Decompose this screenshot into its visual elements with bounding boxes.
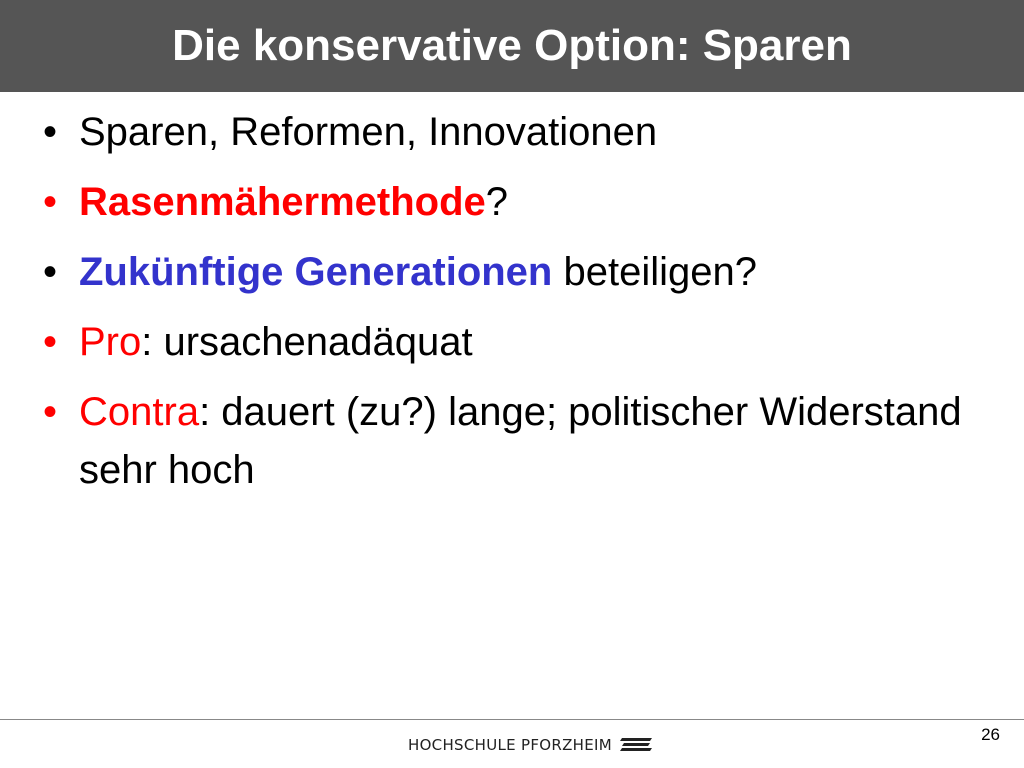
- bullet-marker: •: [42, 320, 57, 364]
- bullet-text: Sparen, Reformen, Innovationen: [79, 110, 658, 154]
- logo-text: HOCHSCHULE PFORZHEIM: [408, 736, 612, 754]
- bullet-emphasis: Pro: [79, 320, 142, 364]
- title-bar: [0, 0, 1024, 92]
- bullet-text: beteiligen?: [552, 250, 757, 294]
- bullet-marker: •: [42, 390, 57, 434]
- footer-logo: [408, 734, 652, 756]
- bullet-item-generations: [0, 243, 1024, 301]
- bullet-marker: •: [42, 180, 57, 224]
- bullet-emphasis: Zukünftige Generationen: [79, 250, 553, 294]
- bullet-marker: •: [42, 250, 57, 294]
- bullet-text: : dauert (zu?) lange; politischer Widerstand sehr hoch: [79, 390, 962, 492]
- bullet-emphasis: Rasenmähermethode: [79, 180, 486, 224]
- bullet-text: : ursachenadäquat: [141, 320, 473, 364]
- page-number: 26: [981, 725, 1000, 744]
- slide-title: Die konservative Option: Sparen: [172, 21, 852, 70]
- bullet-item-contra: [0, 383, 1024, 499]
- bullet-list: [0, 103, 1024, 511]
- bullet-item-lawnmower: [0, 173, 1024, 231]
- bullet-item-pro: [0, 313, 1024, 371]
- bullet-marker: •: [42, 110, 57, 154]
- bullet-item-savings: [0, 103, 1024, 161]
- bullet-text: ?: [485, 180, 509, 224]
- three-stripes-logo-icon: [620, 738, 652, 752]
- bullet-emphasis: Contra: [79, 390, 200, 434]
- footer-divider: [0, 719, 1024, 720]
